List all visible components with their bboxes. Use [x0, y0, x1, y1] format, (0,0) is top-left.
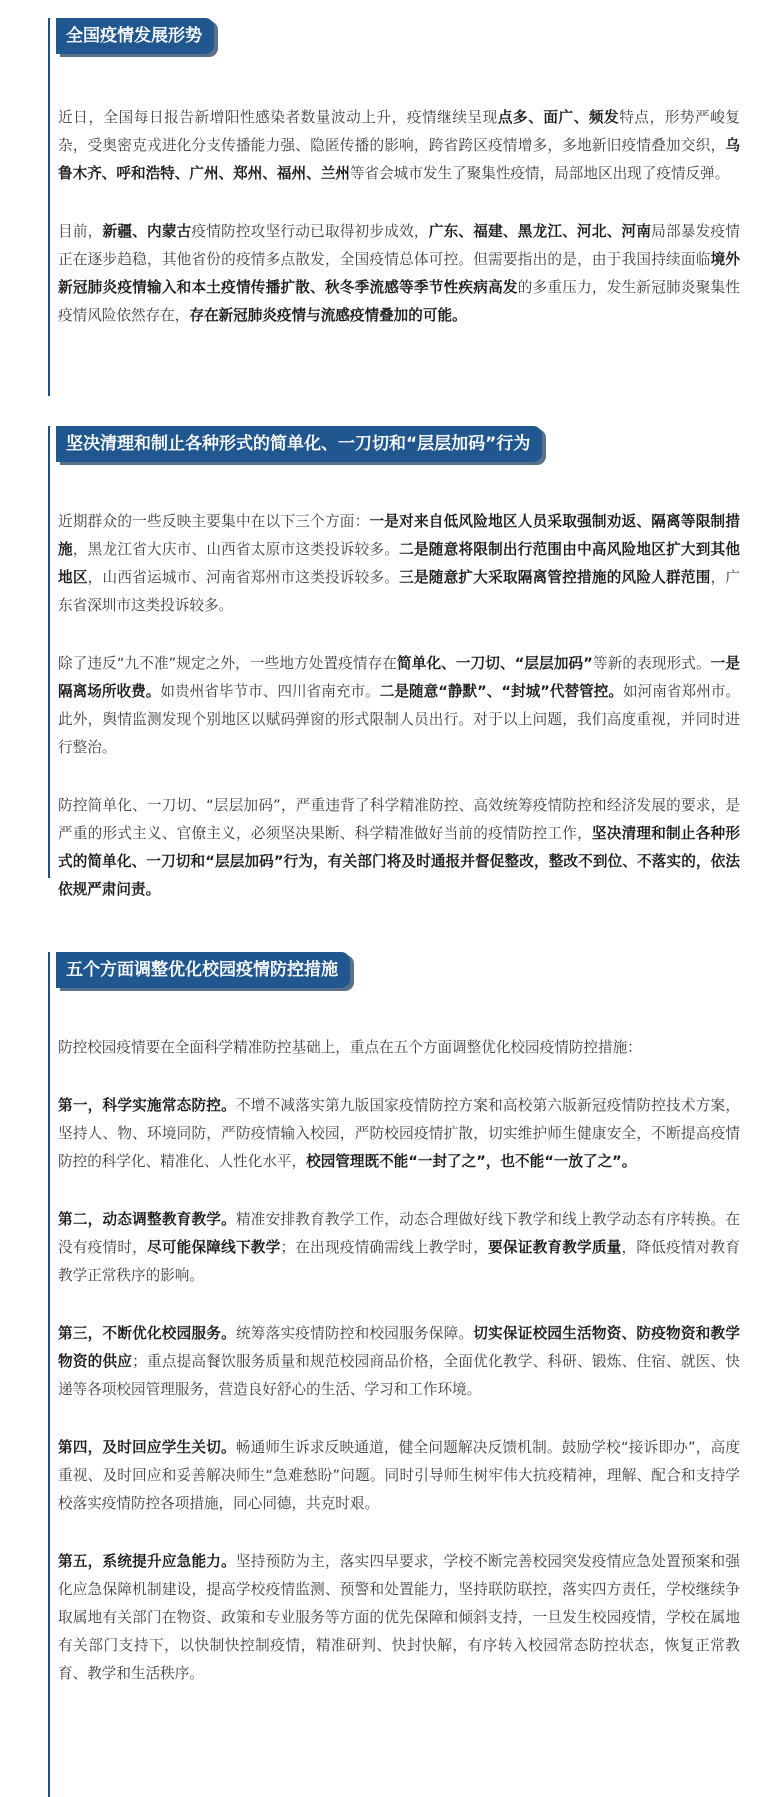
section-campus-measures: [48, 952, 740, 1797]
bold-text: 第五，系统提升应急能力。: [58, 1553, 236, 1570]
paragraph: [58, 218, 740, 330]
text: 疫情防控攻坚行动已取得初步成效，: [191, 223, 429, 240]
bold-text: 一是隔离场所收费。: [58, 655, 740, 700]
bold-text: 新疆、内蒙古: [102, 223, 192, 240]
text: 等新的表现形式。: [592, 655, 711, 672]
bold-text: 简单化、一刀切、“层层加码”: [397, 655, 593, 672]
bold-text: 切实保证校园生活物资、防疫物资和教学物资的供应: [58, 1325, 740, 1370]
bold-text: 二是随意“静默”、“封城”代替管控。: [379, 683, 623, 700]
text: 坚持预防为主，落实四早要求，学校不断完善校园突发疫情应急处置预案和强化应急保障机制建设，提高学校疫情监测、预警和处置能力，坚持联防联控，落实四方责任，学校继续争取属地有关部门在物资、政策和专业服务等方面的优先保障和倾斜支持，一旦发生校园疫情，学校在属地有关部门支持下，以快制快控制疫情，精准研判、快封快解，有序转入校园常态防控状态，恢复正常教育、教学和生活秩序。: [58, 1553, 740, 1682]
paragraph: [58, 650, 740, 762]
bold-text: 坚决清理和制止各种形式的简单化、一刀切和“层层加码”行为，有关部门将及时通报并督促整改，整改不到位、不落实的，依法依规严肃问责。: [58, 825, 740, 898]
section-body: [50, 508, 740, 904]
text: 近期群众的一些反映主要集中在以下三个方面：: [58, 513, 370, 530]
bold-text: 存在新冠肺炎疫情与流感疫情叠加的可能。: [189, 307, 467, 324]
section-title: 全国疫情发展形势: [56, 18, 214, 54]
text: ；重点提高餐饮服务质量和规范校园商品价格，全面优化教学、科研、锻炼、住宿、就医、快递等各项校园管理服务，营造良好舒心的生活、学习和工作环境。: [58, 1353, 740, 1398]
bold-text: 尽可能保障线下教学: [146, 1239, 281, 1256]
text: 统筹落实疫情防控和校园服务保障。: [235, 1325, 474, 1342]
paragraph: [58, 1206, 740, 1290]
paragraph: [58, 1548, 740, 1688]
text: ，黑龙江省大庆市、山西省太原市这类投诉较多。: [72, 541, 400, 558]
text: ；在出现疫情确需线上教学时，: [280, 1239, 489, 1256]
section-stop-one-size-fits-all: [48, 426, 740, 898]
text: 目前，: [58, 223, 103, 240]
text: 不增不减落实第九版国家疫情防控方案和高校第六版新冠疫情防控技术方案，坚持人、物、环境同防，严防疫情输入校园，严防校园疫情扩散，切实维护师生健康安全，不断提高疫情防控的科学化、精准化、人性化水平，: [58, 1097, 740, 1170]
text: ，广东省深圳市这类投诉较多。: [58, 569, 740, 614]
text: 防控简单化、一刀切、“层层加码”，严重违背了科学精准防控、高效统筹疫情防控和经济发展的要求，是严重的形式主义、官僚主义，必须坚决果断、科学精准做好当前的疫情防控工作，: [58, 797, 740, 842]
section-title: 坚决清理和制止各种形式的简单化、一刀切和“层层加码”行为: [56, 426, 542, 462]
section-title: 五个方面调整优化校园疫情防控措施: [56, 952, 350, 988]
paragraph: [58, 508, 740, 620]
text: 畅通师生诉求反映通道，健全问题解决反馈机制。鼓励学校“接诉即办”，高度重视、及时回应和妥善解决师生“急难愁盼”问题。同时引导师生树牢伟大抗疫精神，理解、配合和支持学校落实疫情防控各项措施，同心同德，共克时艰。: [58, 1439, 740, 1512]
text: ，山西省运城市、河南省郑州市这类投诉较多。: [87, 569, 400, 586]
text: 除了违反“九不准”规定之外，一些地方处置疫情存在: [58, 655, 398, 672]
bold-text: 二是随意将限制出行范围由中高风险地区扩大到其他地区: [58, 541, 740, 586]
bold-text: 一是对来自低风险地区人员采取强制劝返、隔离等限制措施: [58, 513, 740, 558]
bold-text: 要保证教育教学质量: [488, 1239, 622, 1256]
section-header: [50, 426, 740, 462]
section-body: [50, 1034, 740, 1688]
paragraph: [58, 104, 740, 188]
paragraph: [58, 1320, 740, 1404]
bold-text: 第四，及时回应学生关切。: [58, 1439, 236, 1456]
text: ，降低疫情对教育教学正常秩序的影响。: [58, 1239, 740, 1284]
bold-text: 第三，不断优化校园服务。: [58, 1325, 236, 1342]
bold-text: 第二，动态调整教育教学。: [58, 1211, 236, 1228]
bold-text: 校园管理既不能“一封了之”，也不能“一放了之”。: [306, 1153, 637, 1170]
paragraph: [58, 792, 740, 904]
paragraph: [58, 1034, 740, 1062]
section-epidemic-situation: [48, 18, 740, 396]
text: 等省会城市发生了聚集性疫情，局部地区出现了疫情反弹。: [349, 165, 730, 182]
section-header: [50, 952, 740, 988]
section-body: [50, 104, 740, 330]
paragraph: [58, 1092, 740, 1176]
paragraph: [58, 1434, 740, 1518]
bold-text: 三是随意扩大采取隔离管控措施的风险人群范围: [399, 569, 711, 586]
bold-text: 广东、福建、黑龙江、河北、河南: [428, 223, 652, 240]
text: 如河南省郑州市。此外，舆情监测发现个别地区以赋码弹窗的形式限制人员出行。对于以上问题，我们高度重视，并同时进行整治。: [58, 683, 740, 756]
text: 精准安排教育教学工作，动态合理做好线下教学和线上教学动态有序转换。在没有疫情时，: [58, 1211, 740, 1256]
text: 特点，形势严峻复杂，受奥密克戎进化分支传播能力强、隐匿传播的影响，跨省跨区疫情增多，多地新旧疫情叠加交织，: [58, 109, 740, 154]
bold-text: 乌鲁木齐、呼和浩特、广州、郑州、福州、兰州: [58, 137, 740, 182]
text: 的多重压力，发生新冠肺炎聚集性疫情风险依然存在，: [58, 279, 740, 324]
text: 局部暴发疫情正在逐步趋稳，其他省份的疫情多点散发，全国疫情总体可控。但需要指出的是，由于我国持续面临: [58, 223, 740, 268]
text: 防控校园疫情要在全面科学精准防控基础上，重点在五个方面调整优化校园疫情防控措施：: [58, 1039, 642, 1056]
bold-text: 境外新冠肺炎疫情输入和本土疫情传播扩散、秋冬季流感等季节性疾病高发: [58, 251, 740, 296]
bold-text: 点多、面广、频发: [497, 109, 620, 126]
text: 如贵州省毕节市、四川省南充市。: [160, 683, 380, 700]
section-header: [50, 18, 740, 54]
text: 近日，全国每日报告新增阳性感染者数量波动上升，疫情继续呈现: [58, 109, 498, 126]
bold-text: 第一，科学实施常态防控。: [58, 1097, 236, 1114]
